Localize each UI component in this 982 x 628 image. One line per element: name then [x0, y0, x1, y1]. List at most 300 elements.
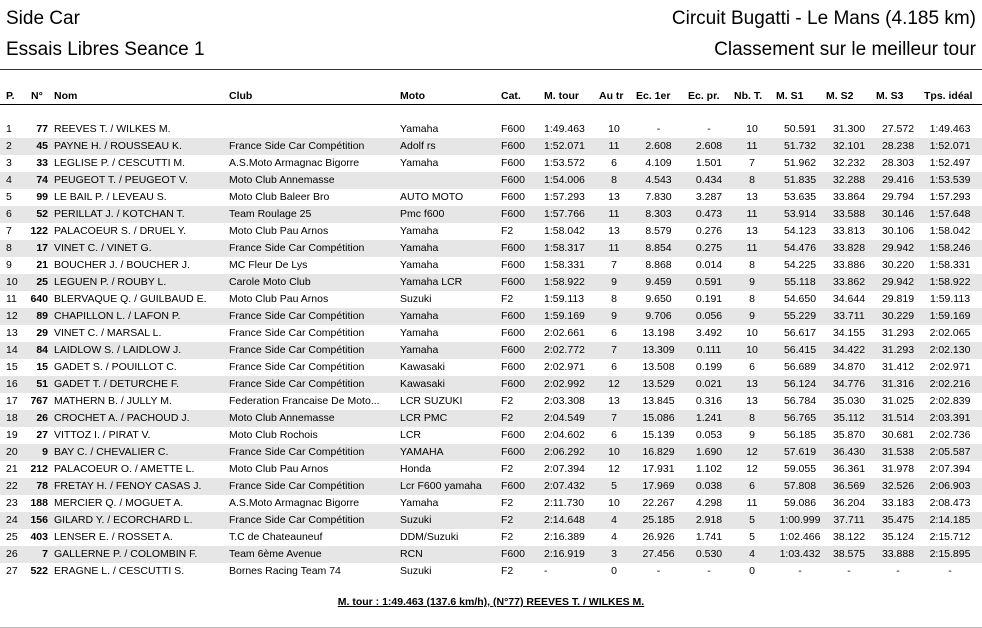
cell-position: 7 — [6, 225, 12, 237]
cell-ideal-time: 2:02.216 — [929, 378, 971, 390]
table-row — [0, 308, 982, 325]
cell-sector-2: 36.430 — [832, 446, 866, 458]
cell-number: 7 — [42, 548, 48, 560]
cell-at-lap: 11 — [608, 208, 620, 220]
cell-sector-2: 32.101 — [832, 140, 866, 152]
cell-gap-previous: 0.316 — [695, 395, 723, 407]
cell-name: GILARD Y. / ECORCHARD L. — [54, 514, 193, 526]
cell-best-lap: 2:14.648 — [544, 514, 585, 526]
cell-gap-first: 13.198 — [642, 327, 675, 339]
cell-gap-first: 2.608 — [645, 140, 672, 152]
cell-name: GALLERNE P. / COLOMBIN F. — [54, 548, 198, 560]
col-at-lap: Au tr — [599, 90, 624, 102]
cell-sector-1: 54.225 — [783, 259, 817, 271]
cell-position: 25 — [6, 531, 18, 543]
cell-sector-3: 31.316 — [881, 378, 915, 390]
ranking-type: Classement sur le meilleur tour — [714, 39, 976, 60]
cell-sector-2: 34.870 — [832, 361, 866, 373]
cell-at-lap: 9 — [611, 276, 617, 288]
cell-lap-count: 11 — [746, 242, 758, 254]
cell-sector-2: 34.422 — [832, 344, 866, 356]
cell-best-lap: 1:57.766 — [544, 208, 585, 220]
cell-gap-first: 17.931 — [642, 463, 675, 475]
cell-sector-1: 1:02.466 — [779, 531, 821, 543]
cell-ideal-time: 2:05.587 — [929, 446, 971, 458]
cell-club: France Side Car Compétition — [229, 310, 365, 322]
cell-position: 9 — [6, 259, 12, 271]
cell-gap-first: 8.303 — [645, 208, 672, 220]
col-number: N° — [31, 90, 43, 102]
col-sector-2: M. S2 — [826, 90, 854, 102]
cell-gap-previous: 0.056 — [695, 310, 723, 322]
cell-name: BOUCHER J. / BOUCHER J. — [54, 259, 190, 271]
cell-category: F600 — [501, 344, 525, 356]
cell-club: Federation Francaise De Moto... — [229, 395, 380, 407]
cell-category: F600 — [501, 276, 525, 288]
cell-gap-previous: 1.102 — [695, 463, 723, 475]
cell-sector-1: 56.415 — [783, 344, 817, 356]
cell-category: F2 — [501, 463, 514, 475]
cell-lap-count: 8 — [749, 259, 755, 271]
cell-club: France Side Car Compétition — [229, 140, 365, 152]
cell-sector-1: 57.808 — [783, 480, 817, 492]
cell-category: F600 — [501, 259, 525, 271]
cell-gap-previous: 0.591 — [695, 276, 723, 288]
cell-sector-3: 31.025 — [881, 395, 915, 407]
cell-sector-1: 50.591 — [783, 123, 817, 135]
cell-number: 9 — [42, 446, 48, 458]
cell-ideal-time: 1:49.463 — [929, 123, 971, 135]
cell-category: F600 — [501, 242, 525, 254]
cell-position: 24 — [6, 514, 18, 526]
cell-position: 14 — [6, 344, 18, 356]
cell-category: F2 — [501, 497, 514, 509]
cell-number: 29 — [36, 327, 48, 339]
cell-lap-count: 12 — [746, 446, 758, 458]
cell-ideal-time: 2:08.473 — [929, 497, 971, 509]
cell-gap-first: 16.829 — [642, 446, 675, 458]
cell-number: 77 — [36, 123, 48, 135]
session-title: Essais Libres Seance 1 — [6, 39, 205, 60]
table-row — [0, 121, 982, 138]
cell-ideal-time: 2:02.130 — [929, 344, 971, 356]
cell-at-lap: 12 — [608, 378, 620, 390]
cell-ideal-time: 1:59.113 — [929, 293, 971, 305]
table-row — [0, 461, 982, 478]
cell-sector-3: 30.146 — [881, 208, 915, 220]
cell-club: France Side Car Compétition — [229, 480, 365, 492]
cell-at-lap: 6 — [611, 429, 617, 441]
cell-name: VINET C. / MARSAL L. — [54, 327, 162, 339]
cell-sector-3: 31.514 — [881, 412, 915, 424]
cell-number: 78 — [36, 480, 48, 492]
col-ideal-time: Tps. idéal — [924, 90, 973, 102]
cell-gap-previous: - — [707, 123, 711, 135]
cell-ideal-time: 2:02.971 — [929, 361, 971, 373]
cell-moto: Lcr F600 yamaha — [400, 480, 482, 492]
cell-gap-previous: 1.501 — [695, 157, 723, 169]
cell-ideal-time: 1:52.071 — [929, 140, 971, 152]
cell-sector-3: 33.183 — [881, 497, 915, 509]
cell-club: Moto Club Annemasse — [229, 174, 335, 186]
header-divider — [0, 69, 982, 70]
cell-club: France Side Car Compétition — [229, 378, 365, 390]
cell-gap-previous: 0.038 — [695, 480, 723, 492]
cell-category: F600 — [501, 157, 525, 169]
table-row — [0, 274, 982, 291]
cell-sector-3: 32.526 — [881, 480, 915, 492]
table-row — [0, 325, 982, 342]
cell-sector-1: 53.914 — [783, 208, 817, 220]
cell-name: FRETAY H. / FENOY CASAS J. — [54, 480, 202, 492]
cell-ideal-time: 1:58.331 — [929, 259, 971, 271]
cell-sector-2: 35.030 — [832, 395, 866, 407]
table-row — [0, 410, 982, 427]
cell-club: Bornes Racing Team 74 — [229, 565, 341, 577]
table-row — [0, 478, 982, 495]
cell-gap-previous: - — [707, 565, 711, 577]
cell-sector-1: 54.123 — [783, 225, 817, 237]
cell-sector-2: 38.122 — [832, 531, 866, 543]
cell-gap-first: 13.508 — [642, 361, 675, 373]
cell-at-lap: 7 — [611, 259, 617, 271]
cell-at-lap: 0 — [611, 565, 617, 577]
cell-moto: Honda — [400, 463, 431, 475]
cell-sector-2: 32.232 — [832, 157, 866, 169]
cell-at-lap: 13 — [608, 395, 620, 407]
cell-category: F600 — [501, 310, 525, 322]
cell-category: F600 — [501, 191, 525, 203]
col-position: P. — [6, 90, 15, 102]
cell-ideal-time: 2:06.903 — [929, 480, 971, 492]
cell-position: 11 — [6, 293, 17, 305]
cell-moto: Yamaha — [400, 259, 439, 271]
cell-gap-previous: 0.275 — [695, 242, 723, 254]
cell-sector-1: 51.732 — [783, 140, 817, 152]
cell-at-lap: 5 — [611, 480, 617, 492]
cell-best-lap: 1:58.922 — [544, 276, 585, 288]
cell-category: F2 — [501, 514, 514, 526]
cell-club: A.S.Moto Armagnac Bigorre — [229, 157, 360, 169]
cell-sector-1: 57.619 — [783, 446, 817, 458]
cell-lap-count: 9 — [749, 310, 755, 322]
cell-position: 17 — [6, 395, 18, 407]
cell-lap-count: 13 — [746, 395, 758, 407]
cell-gap-previous: 3.492 — [695, 327, 723, 339]
cell-gap-first: 15.086 — [642, 412, 675, 424]
cell-category: F600 — [501, 174, 525, 186]
cell-position: 21 — [6, 463, 18, 475]
cell-lap-count: 11 — [746, 208, 758, 220]
table-row — [0, 342, 982, 359]
cell-best-lap: 1:57.293 — [544, 191, 585, 203]
cell-number: 52 — [36, 208, 48, 220]
cell-name: VITTOZ I. / PIRAT V. — [54, 429, 151, 441]
cell-club: France Side Car Compétition — [229, 242, 365, 254]
cell-sector-1: 56.689 — [783, 361, 817, 373]
cell-sector-1: 59.086 — [783, 497, 817, 509]
cell-category: F2 — [501, 395, 514, 407]
cell-lap-count: 0 — [749, 565, 755, 577]
cell-name: ERAGNE L. / CESCUTTI S. — [54, 565, 185, 577]
cell-lap-count: 7 — [749, 157, 755, 169]
cell-club: France Side Car Compétition — [229, 514, 365, 526]
cell-gap-first: 13.529 — [642, 378, 675, 390]
cell-name: PALACOEUR S. / DRUEL Y. — [54, 225, 187, 237]
cell-gap-first: 26.926 — [642, 531, 675, 543]
cell-category: F600 — [501, 208, 525, 220]
cell-lap-count: 5 — [749, 531, 755, 543]
cell-lap-count: 8 — [749, 293, 755, 305]
cell-number: 74 — [36, 174, 48, 186]
cell-sector-3: 29.942 — [881, 242, 915, 254]
cell-position: 20 — [6, 446, 18, 458]
cell-name: PAYNE H. / ROUSSEAU K. — [54, 140, 182, 152]
cell-club: Moto Club Pau Arnos — [229, 293, 329, 305]
cell-moto: Yamaha — [400, 242, 439, 254]
cell-ideal-time: 1:59.169 — [929, 310, 971, 322]
cell-name: LEGLISE P. / CESCUTTI M. — [54, 157, 186, 169]
cell-ideal-time: - — [948, 565, 952, 577]
cell-position: 22 — [6, 480, 18, 492]
cell-sector-1: 56.617 — [783, 327, 817, 339]
cell-best-lap: 2:02.971 — [544, 361, 585, 373]
cell-gap-first: 25.185 — [642, 514, 675, 526]
table-row — [0, 546, 982, 563]
cell-at-lap: 10 — [608, 497, 620, 509]
cell-position: 23 — [6, 497, 18, 509]
cell-club: T.C de Chateauneuf — [229, 531, 323, 543]
cell-ideal-time: 2:07.394 — [929, 463, 971, 475]
cell-at-lap: 6 — [611, 361, 617, 373]
cell-best-lap: 2:07.432 — [544, 480, 585, 492]
cell-best-lap: 1:58.331 — [544, 259, 585, 271]
cell-number: 17 — [36, 242, 48, 254]
cell-position: 12 — [6, 310, 18, 322]
cell-best-lap: 2:03.308 — [544, 395, 585, 407]
cell-club: Moto Club Pau Arnos — [229, 463, 329, 475]
cell-sector-2: - — [847, 565, 851, 577]
cell-sector-3: 28.303 — [881, 157, 915, 169]
cell-moto: LCR PMC — [400, 412, 448, 424]
col-moto: Moto — [400, 90, 426, 102]
cell-sector-2: 34.776 — [832, 378, 866, 390]
cell-gap-first: 4.543 — [645, 174, 672, 186]
cell-gap-previous: 0.530 — [695, 548, 723, 560]
cell-ideal-time: 2:02.065 — [929, 327, 971, 339]
cell-gap-previous: 1.741 — [695, 531, 723, 543]
cell-lap-count: 9 — [749, 429, 755, 441]
cell-sector-1: 56.185 — [783, 429, 817, 441]
cell-best-lap: 2:16.919 — [544, 548, 585, 560]
cell-sector-3: 33.888 — [881, 548, 915, 560]
table-row — [0, 444, 982, 461]
cell-club: France Side Car Compétition — [229, 446, 365, 458]
cell-category: F600 — [501, 429, 525, 441]
cell-at-lap: 10 — [608, 446, 620, 458]
cell-best-lap: 2:06.292 — [544, 446, 585, 458]
cell-gap-previous: 2.918 — [695, 514, 723, 526]
best-lap-summary: M. tour : 1:49.463 (137.6 km/h), (N°77) REEVES T. / WILKES M. — [337, 596, 645, 608]
cell-gap-first: 4.109 — [645, 157, 672, 169]
cell-best-lap: 2:02.992 — [544, 378, 585, 390]
table-row — [0, 223, 982, 240]
cell-sector-3: 30.220 — [881, 259, 915, 271]
cell-sector-3: 35.124 — [881, 531, 915, 543]
cell-best-lap: 2:11.730 — [544, 497, 585, 509]
cell-sector-2: 33.711 — [833, 310, 865, 322]
col-gap-first: Ec. 1er — [636, 90, 671, 102]
cell-name: VINET C. / VINET G. — [54, 242, 152, 254]
cell-at-lap: 7 — [611, 344, 617, 356]
cell-sector-2: 35.870 — [832, 429, 866, 441]
cell-sector-3: 31.978 — [881, 463, 915, 475]
cell-moto: Yamaha — [400, 157, 439, 169]
cell-sector-1: 53.635 — [783, 191, 817, 203]
cell-sector-2: 33.862 — [832, 276, 866, 288]
cell-sector-3: 31.538 — [881, 446, 915, 458]
cell-gap-previous: 3.287 — [695, 191, 723, 203]
cell-club: Team Roulage 25 — [229, 208, 312, 220]
cell-lap-count: 8 — [749, 174, 755, 186]
cell-gap-first: 22.267 — [642, 497, 675, 509]
cell-sector-3: 31.293 — [881, 344, 915, 356]
cell-gap-first: 15.139 — [642, 429, 675, 441]
cell-name: LE BAIL P. / LEVEAU S. — [54, 191, 167, 203]
cell-position: 1 — [6, 123, 12, 135]
cell-at-lap: 10 — [608, 123, 620, 135]
cell-lap-count: 10 — [746, 344, 758, 356]
cell-at-lap: 4 — [611, 514, 617, 526]
cell-gap-previous: 0.434 — [695, 174, 723, 186]
cell-sector-3: 35.475 — [881, 514, 915, 526]
cell-at-lap: 9 — [611, 310, 617, 322]
cell-moto: LCR — [400, 429, 422, 441]
cell-number: 45 — [36, 140, 48, 152]
cell-at-lap: 13 — [608, 225, 620, 237]
cell-name: MATHERN B. / JULLY M. — [54, 395, 172, 407]
cell-gap-first: 13.309 — [642, 344, 675, 356]
cell-lap-count: 10 — [746, 327, 758, 339]
cell-ideal-time: 1:58.246 — [929, 242, 971, 254]
cell-gap-first: 7.830 — [645, 191, 672, 203]
circuit-title: Circuit Bugatti - Le Mans (4.185 km) — [671, 8, 976, 29]
cell-at-lap: 11 — [608, 140, 620, 152]
cell-gap-previous: 0.021 — [695, 378, 723, 390]
cell-best-lap: 2:02.661 — [544, 327, 585, 339]
cell-gap-previous: 0.053 — [695, 429, 723, 441]
cell-sector-2: 36.361 — [832, 463, 866, 475]
cell-club: MC Fleur De Lys — [229, 259, 308, 271]
cell-position: 15 — [6, 361, 18, 373]
cell-gap-first: 8.868 — [645, 259, 672, 271]
col-sector-3: M. S3 — [876, 90, 904, 102]
cell-gap-first: 13.845 — [642, 395, 675, 407]
cell-sector-3: 29.819 — [881, 293, 915, 305]
cell-position: 5 — [6, 191, 12, 203]
cell-sector-3: 31.412 — [881, 361, 915, 373]
cell-moto: RCN — [400, 548, 423, 560]
cell-club: Moto Club Rochois — [229, 429, 318, 441]
cell-at-lap: 4 — [611, 531, 617, 543]
cell-sector-1: 1:03.432 — [779, 548, 821, 560]
cell-sector-1: 55.118 — [784, 276, 816, 288]
cell-gap-previous: 0.276 — [695, 225, 723, 237]
cell-number: 26 — [36, 412, 48, 424]
cell-sector-2: 37.711 — [833, 514, 865, 526]
cell-sector-2: 33.588 — [832, 208, 866, 220]
cell-name: CROCHET A. / PACHOUD J. — [54, 412, 190, 424]
cell-sector-3: 30.681 — [881, 429, 915, 441]
table-row — [0, 257, 982, 274]
cell-club: Carole Moto Club — [229, 276, 311, 288]
cell-at-lap: 8 — [611, 293, 617, 305]
cell-number: 188 — [30, 497, 48, 509]
col-best-lap: M. tour — [544, 90, 579, 102]
cell-moto: Suzuki — [400, 565, 432, 577]
table-row — [0, 240, 982, 257]
cell-gap-first: 8.854 — [645, 242, 672, 254]
cell-sector-1: - — [798, 565, 802, 577]
cell-sector-3: 29.942 — [881, 276, 915, 288]
cell-at-lap: 12 — [608, 463, 620, 475]
cell-position: 4 — [6, 174, 12, 186]
table-row — [0, 495, 982, 512]
cell-at-lap: 8 — [611, 174, 617, 186]
cell-gap-previous: 2.608 — [695, 140, 723, 152]
col-name: Nom — [54, 90, 78, 102]
cell-moto: Yamaha — [400, 344, 439, 356]
table-row — [0, 172, 982, 189]
cell-gap-first: 17.969 — [642, 480, 675, 492]
cell-position: 13 — [6, 327, 18, 339]
cell-gap-previous: 0.111 — [696, 344, 722, 356]
cell-moto: Adolf rs — [400, 140, 436, 152]
col-gap-previous: Ec. pr. — [688, 90, 720, 102]
cell-sector-1: 51.962 — [783, 157, 817, 169]
cell-lap-count: 9 — [749, 276, 755, 288]
cell-sector-2: 36.204 — [832, 497, 866, 509]
col-category: Cat. — [501, 90, 521, 102]
cell-gap-first: - — [656, 565, 661, 577]
table-row — [0, 529, 982, 546]
cell-sector-2: 36.569 — [832, 480, 866, 492]
cell-position: 10 — [6, 276, 18, 288]
cell-ideal-time: 1:57.293 — [929, 191, 971, 203]
cell-moto: Yamaha LCR — [400, 276, 463, 288]
table-spacer — [0, 105, 982, 121]
cell-number: 89 — [36, 310, 48, 322]
cell-moto: Yamaha — [400, 327, 439, 339]
cell-category: F600 — [501, 361, 525, 373]
cell-gap-previous: 4.298 — [695, 497, 723, 509]
cell-number: 27 — [36, 429, 48, 441]
cell-best-lap: 2:16.389 — [544, 531, 585, 543]
cell-position: 27 — [6, 565, 18, 577]
col-club: Club — [229, 90, 253, 102]
cell-sector-3: 31.293 — [881, 327, 915, 339]
cell-moto: Yamaha — [400, 310, 439, 322]
table-row — [0, 376, 982, 393]
cell-name: GADET S. / POUILLOT C. — [54, 361, 177, 373]
cell-name: BLERVAQUE Q. / GUILBAUD E. — [54, 293, 207, 305]
cell-category: F2 — [501, 225, 514, 237]
cell-name: CHAPILLON L. / LAFON P. — [54, 310, 181, 322]
cell-name: REEVES T. / WILKES M. — [54, 123, 171, 135]
cell-name: PERILLAT J. / KOTCHAN T. — [54, 208, 185, 220]
cell-sector-3: 29.416 — [881, 174, 915, 186]
cell-position: 2 — [6, 140, 12, 152]
